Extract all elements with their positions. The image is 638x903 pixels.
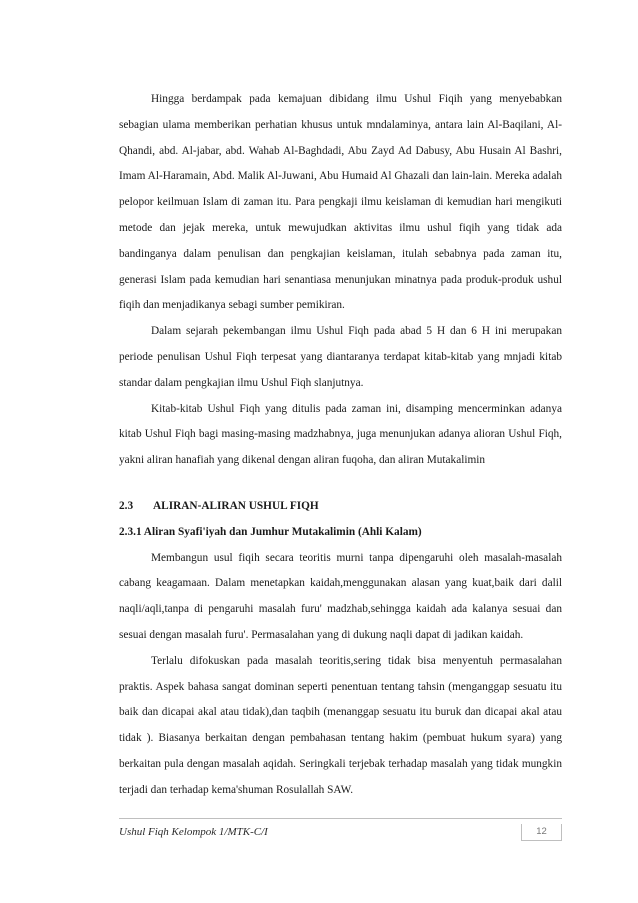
body-paragraph: Kitab-kitab Ushul Fiqh yang ditulis pada zaman ini, disamping mencerminkan adanya kitab Ushul Fiqh bagi masing-masing madzhabnya, juga menunjukan adanya alioran Ushul Fiqh, yakni aliran hanafiah yang dikenal dengan aliran fuqoha, dan aliran Mutakalimin bbox=[119, 402, 562, 467]
body-paragraph: Membangun usul fiqih secara teoritis murni tanpa dipengaruhi oleh masalah-masalah cabang keagamaan. Dalam menetapkan kaidah,menggunakan alasan yang kuat,baik dari dalil naqli/aqli,tanpa di pengaruhi masalah furu' madzhab,sehingga kaidah ada kalanya sesuai dan sesuai dengan masalah furu'. Permasalahan yang di dukung naqli dapat di jadikan kaidah. bbox=[119, 551, 562, 641]
section-title: ALIRAN-ALIRAN USHUL FIQH bbox=[153, 499, 319, 512]
subsection-heading: 2.3.1 Aliran Syafi'iyah dan Jumhur Mutakalimin (Ahli Kalam) bbox=[119, 525, 422, 538]
body-paragraph: Dalam sejarah pekembangan ilmu Ushul Fiqh pada abad 5 H dan 6 H ini merupakan periode penulisan Ushul Fiqh terpesat yang diantaranya terdapat kitab-kitab yang mnjadi kitab standar dalam pengkajian ilmu Ushul Fiqh slanjutnya. bbox=[119, 325, 562, 389]
page-footer bbox=[119, 818, 562, 838]
page-number: 12 bbox=[521, 824, 562, 841]
body-paragraph: Terlalu difokuskan pada masalah teoritis,sering tidak bisa menyentuh permasalahan praktis. Aspek bahasa sangat dominan seperti penentuan tentang tahsin (menganggap sesuatu itu baik dan dicapai akal atau tidak),dan taqbih (menanggap sesuatu itu buruk dan dicapai akal atau tidak ). Biasanya berkaitan dengan pembahasan tentang hakim (pembuat hukum syara) yang berkaitan pula dengan masalah aqidah. Seringkali terjebak terhadap masalah yang tidak mungkin terjadi dan terhadap kema'shuman Rosulallah SAW. bbox=[119, 654, 562, 796]
section-heading bbox=[119, 494, 562, 520]
section-spacer bbox=[119, 474, 562, 494]
body-paragraph: Hingga berdampak pada kemajuan dibidang ilmu Ushul Fiqih yang menyebabkan sebagian ulama memberikan perhatian khusus untuk mndalaminya, antara lain Al-Baqilani, Al-Qhandi, abd. Al-jabar, abd. Wahab Al-Baghdadi, Abu Zayd Ad Dabusy, Abu Husain Al Bashri, Imam Al-Haramain, Abd. Malik Al-Juwani, Abu Humaid Al Ghazali dan lain-lain. Mereka adalah pelopor keilmuan Islam di zaman itu. Para pengkaji ilmu keislaman di kemudian hari mengikuti metode dan jejak mereka, untuk mewujudkan aktivitas ilmu ushul fiqih yang tidak ada bandinganya dalam penulisan dan pengkajian keislaman, itulah sebabnya pada zaman itu, generasi Islam pada kemudian hari senantiasa menunjukan minatnya pada produk-produk ushul fiqih dan menjadikanya sebagi sumber pemikiran. bbox=[119, 93, 562, 312]
footer-text: Ushul Fiqh Kelompok 1/MTK-C/I bbox=[119, 826, 268, 838]
page-content bbox=[119, 87, 562, 804]
section-number: 2.3 bbox=[119, 499, 134, 512]
